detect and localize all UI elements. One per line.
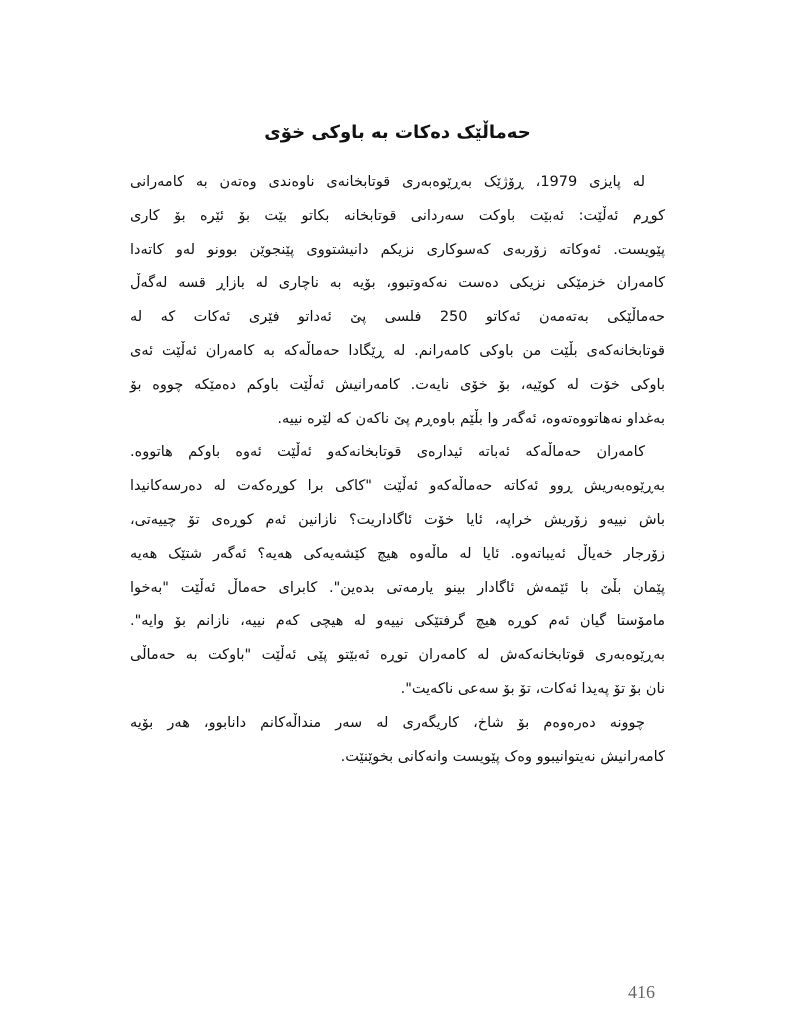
text-line: لە پایزی 1979، ڕۆژێک بەڕێوەبەری قوتابخانەی ناوەندی وەتەن بە کامەرانی — [130, 174, 645, 190]
text-line: قوتابخانەکەی بڵێت من باوکی کامەرانم. لە ڕێگادا حەماڵەکە بە کامەران ئەڵێت ئەی — [130, 342, 665, 359]
text-line: کامەران خزمێکی نزیکی دەست نەکەوتبوو، بۆیە بە ناچاری لە بازاڕ قسە لەگەڵ — [130, 275, 665, 292]
text-line: باش نییەو زۆریش خراپە، ئایا خۆت ئاگاداریت؟ نازانین ئەم کوڕەی تۆ چییەتی، — [130, 511, 665, 528]
text-line: حەماڵێکی بەتەمەن ئەکاتو 250 فلسی پێ ئەداتو فێری ئەکات کە لە — [130, 309, 665, 326]
text-line: نان بۆ تۆ پەیدا ئەکات، تۆ بۆ سەعی ناکەیت". — [400, 680, 665, 697]
text-line: کوڕم ئەڵێت: ئەبێت باوکت سەردانی قوتابخانە بکاتو بێت بۆ ئێرە بۆ کاری — [130, 207, 665, 224]
text-line: باوکی خۆت لە کوێیە، بۆ خۆی نایەت. کامەرانیش ئەڵێت باوکم دەمێکە چووە بۆ — [130, 376, 665, 393]
text-line: بەڕێوەبەریش ڕوو ئەکاتە حەماڵەکەو ئەڵێت "کاکی برا کوڕەکەت لە دەرسەکانیدا — [130, 478, 665, 495]
page-title: حەماڵێک دەکات بە باوکی خۆی — [264, 122, 531, 143]
text-line: بەڕێوەبەری قوتابخانەکەش لە کامەران توڕە ئەبێتو پێی ئەڵێت "باوکت بە حەماڵی — [130, 647, 665, 664]
text-line: کامەرانیش نەیتوانیبوو وەک پێویست وانەکانی بخوێنێت. — [340, 748, 665, 765]
text-line: کامەران حەماڵەکە ئەباتە ئیدارەی قوتابخانەکەو ئەڵێت ئەوە باوکم هاتووە. — [130, 444, 645, 461]
body-text — [130, 166, 665, 774]
text-line: زۆرجار خەیاڵ ئەیباتەوە. ئایا لە ماڵەوە هیچ کێشەیەکی هەیە؟ ئەگەر شتێک هەیە — [130, 545, 665, 562]
text-line: مامۆستا گیان ئەم کوڕە هیچ گرفتێکی نییەو لە هیچی کەم نییە، نازانم بۆ وایە". — [130, 613, 665, 630]
page-number: 416 — [628, 982, 655, 1002]
text-line: چوونە دەرەوەم بۆ شاخ، کاریگەری لە سەر منداڵەکانم دانابوو، هەر بۆیە — [130, 714, 645, 731]
text-line: پێویست. ئەوکاتە زۆربەی کەسوکاری نزیکم دانیشتووی پێنجوێن بوونو لەو کاتەدا — [130, 241, 665, 258]
text-line: بەغداو نەهاتووەتەوە، ئەگەر وا بڵێم باوەڕم پێ ناکەن کە لێرە نییە. — [277, 410, 665, 427]
text-line: پێمان بڵێ با ئێمەش ئاگادار بینو یارمەتی بدەین". کابرای حەماڵ ئەڵێت "بەخوا — [130, 579, 665, 596]
